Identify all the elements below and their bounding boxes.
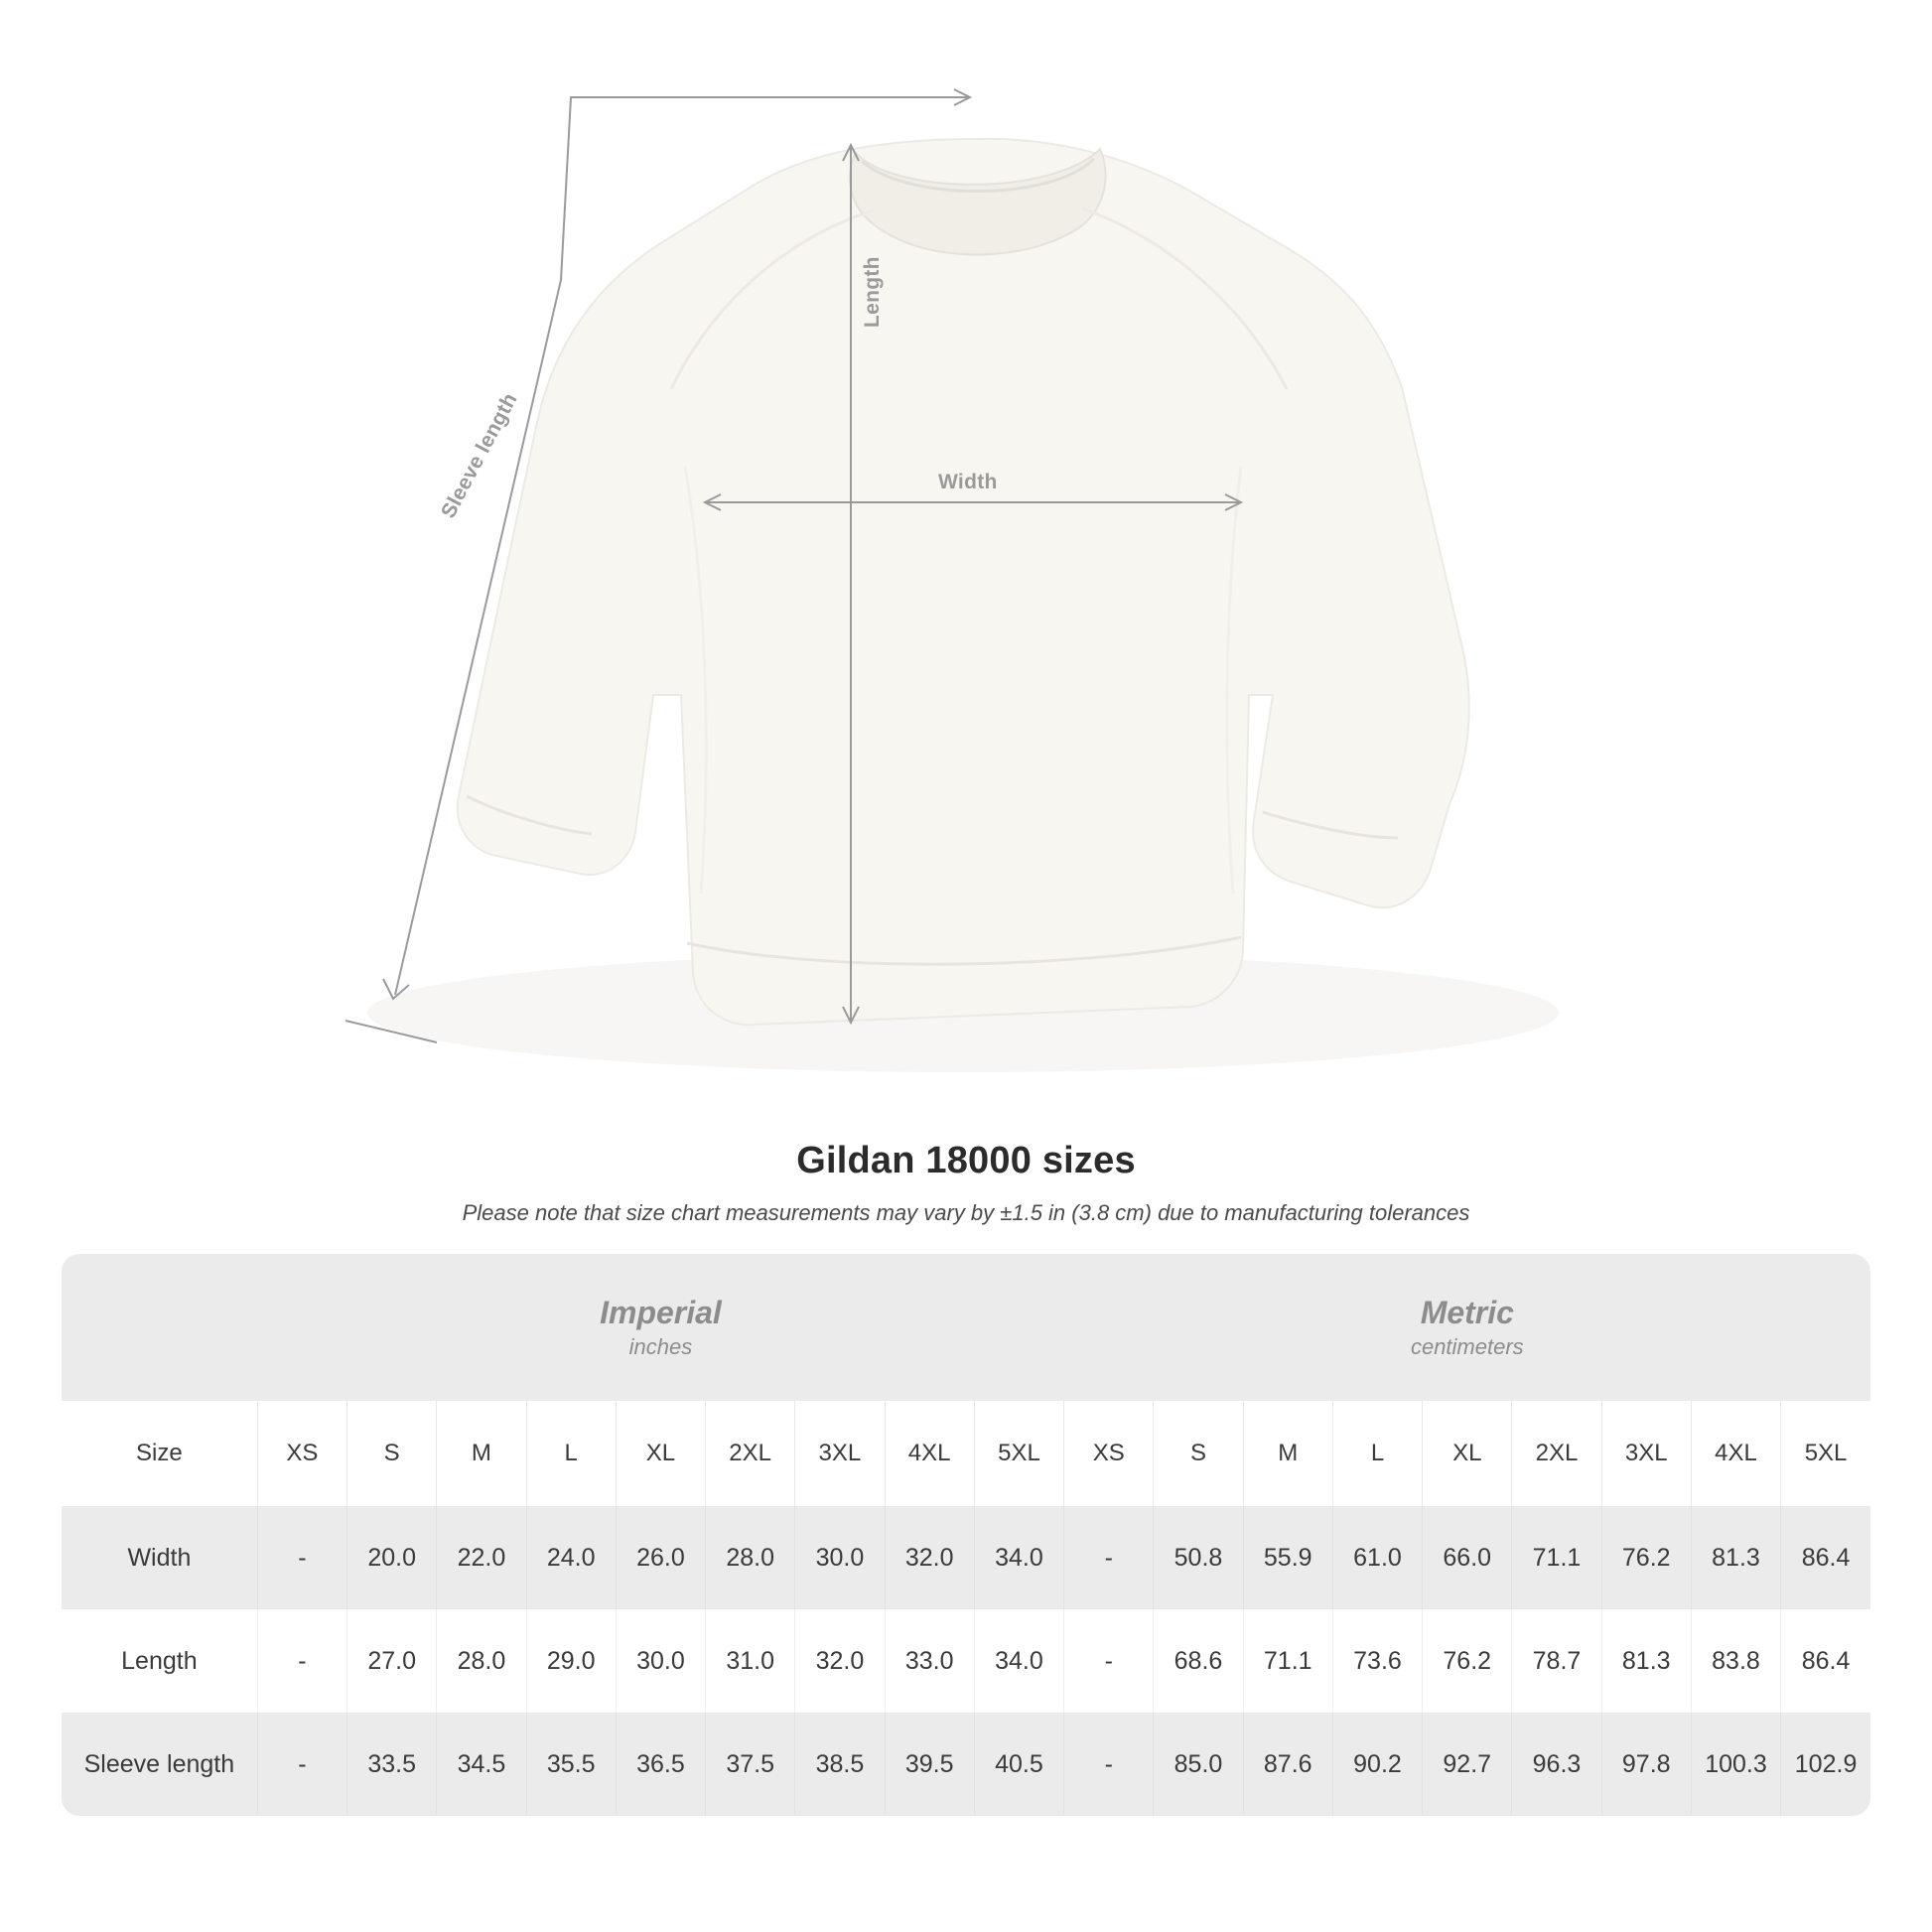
table-row <box>62 1609 1870 1713</box>
measurement-cell: 96.3 <box>1512 1713 1601 1816</box>
measurement-cell: - <box>257 1609 346 1713</box>
measurement-cell: 30.0 <box>795 1506 885 1609</box>
unit-group-metric <box>1064 1254 1870 1401</box>
size-header-cell: XS <box>1064 1401 1154 1506</box>
unit-group-imperial <box>257 1254 1063 1401</box>
measurement-cell: 26.0 <box>616 1506 705 1609</box>
measurement-cell: 100.3 <box>1691 1713 1780 1816</box>
row-label: Width <box>62 1506 257 1609</box>
measurement-cell: 31.0 <box>706 1609 795 1713</box>
measurement-cell: 32.0 <box>795 1609 885 1713</box>
size-header-cell: L <box>526 1401 616 1506</box>
measurement-cell: 92.7 <box>1423 1713 1512 1816</box>
size-table-container <box>62 1254 1870 1816</box>
measurement-cell: 86.4 <box>1781 1609 1870 1713</box>
measurement-cell: 81.3 <box>1691 1506 1780 1609</box>
measurement-cell: 28.0 <box>706 1506 795 1609</box>
sleeve-length-dimension-label: Sleeve length <box>437 389 522 522</box>
size-header-cell: 4XL <box>1691 1401 1780 1506</box>
page-title: Gildan 18000 sizes <box>796 1140 1136 1181</box>
size-header-cell: XL <box>616 1401 705 1506</box>
measurement-cell: 66.0 <box>1423 1506 1512 1609</box>
measurement-cell: 76.2 <box>1601 1506 1691 1609</box>
measurement-cell: 85.0 <box>1154 1713 1243 1816</box>
size-header-cell: S <box>1154 1401 1243 1506</box>
unit-group-title: Imperial <box>600 1294 722 1330</box>
measurement-cell: - <box>1064 1713 1154 1816</box>
measurement-cell: 29.0 <box>526 1609 616 1713</box>
measurement-cell: 39.5 <box>885 1713 974 1816</box>
measurement-cell: 33.5 <box>347 1713 437 1816</box>
measurement-cell: - <box>1064 1506 1154 1609</box>
measurement-cell: 36.5 <box>616 1713 705 1816</box>
measurement-cell: 37.5 <box>706 1713 795 1816</box>
measurement-cell: 90.2 <box>1332 1713 1422 1816</box>
tolerance-note: Please note that size chart measurements may vary by ±1.5 in (3.8 cm) due to manufacturing tolerances <box>462 1200 1470 1225</box>
measurement-cell: 78.7 <box>1512 1609 1601 1713</box>
measurement-cell: 22.0 <box>437 1506 526 1609</box>
size-header-cell: XL <box>1423 1401 1512 1506</box>
size-header-cell: 5XL <box>1781 1401 1870 1506</box>
unit-group-subtitle: centimeters <box>1410 1333 1524 1359</box>
measurement-cell: 35.5 <box>526 1713 616 1816</box>
measurement-cell: 24.0 <box>526 1506 616 1609</box>
measurement-cell: 28.0 <box>437 1609 526 1713</box>
size-header-row <box>62 1401 1870 1506</box>
unit-group-title: Metric <box>1420 1294 1514 1330</box>
measurement-cell: 50.8 <box>1154 1506 1243 1609</box>
measurement-cell: 97.8 <box>1601 1713 1691 1816</box>
measurement-cell: 27.0 <box>347 1609 437 1713</box>
size-header-cell: M <box>1243 1401 1332 1506</box>
row-label: Length <box>62 1609 257 1713</box>
measurement-cell: 34.5 <box>437 1713 526 1816</box>
measurement-cell: 33.0 <box>885 1609 974 1713</box>
measurement-cell: 40.5 <box>974 1713 1063 1816</box>
size-header-cell: 4XL <box>885 1401 974 1506</box>
size-header-cell: 3XL <box>795 1401 885 1506</box>
measurement-cell: 38.5 <box>795 1713 885 1816</box>
size-header-cell: L <box>1332 1401 1422 1506</box>
measurement-cell: 55.9 <box>1243 1506 1332 1609</box>
unit-group-subtitle: inches <box>628 1333 693 1359</box>
size-header-cell: 3XL <box>1601 1401 1691 1506</box>
measurement-cell: 76.2 <box>1423 1609 1512 1713</box>
size-header-cell: XS <box>257 1401 346 1506</box>
measurement-cell: 102.9 <box>1781 1713 1870 1816</box>
size-header-cell: S <box>347 1401 437 1506</box>
width-dimension-label: Width <box>938 471 998 493</box>
measurement-cell: 34.0 <box>974 1609 1063 1713</box>
measurement-cell: 68.6 <box>1154 1609 1243 1713</box>
measurement-cell: 61.0 <box>1332 1506 1422 1609</box>
size-column-header: Size <box>62 1401 257 1506</box>
length-dimension-label: Length <box>861 256 884 328</box>
measurement-cell: - <box>1064 1609 1154 1713</box>
size-header-cell: 2XL <box>706 1401 795 1506</box>
measurement-cell: 34.0 <box>974 1506 1063 1609</box>
measurement-cell: 83.8 <box>1691 1609 1780 1713</box>
sweatshirt-graphic <box>367 139 1559 1072</box>
table-row <box>62 1506 1870 1609</box>
measurement-cell: 73.6 <box>1332 1609 1422 1713</box>
size-table <box>62 1254 1870 1816</box>
measurement-cell: 81.3 <box>1601 1609 1691 1713</box>
measurement-cell: - <box>257 1713 346 1816</box>
measurement-cell: 30.0 <box>616 1609 705 1713</box>
title-block <box>0 1140 1932 1226</box>
measurement-cell: 87.6 <box>1243 1713 1332 1816</box>
measurement-cell: 71.1 <box>1512 1506 1601 1609</box>
unit-header-spacer <box>62 1254 257 1401</box>
measurement-cell: 86.4 <box>1781 1506 1870 1609</box>
measurement-cell: 20.0 <box>347 1506 437 1609</box>
row-label: Sleeve length <box>62 1713 257 1816</box>
measurement-cell: 71.1 <box>1243 1609 1332 1713</box>
measurement-cell: 32.0 <box>885 1506 974 1609</box>
size-header-cell: 2XL <box>1512 1401 1601 1506</box>
size-header-cell: M <box>437 1401 526 1506</box>
measurement-cell: - <box>257 1506 346 1609</box>
size-header-cell: 5XL <box>974 1401 1063 1506</box>
unit-header-row <box>62 1254 1870 1401</box>
table-row <box>62 1713 1870 1816</box>
